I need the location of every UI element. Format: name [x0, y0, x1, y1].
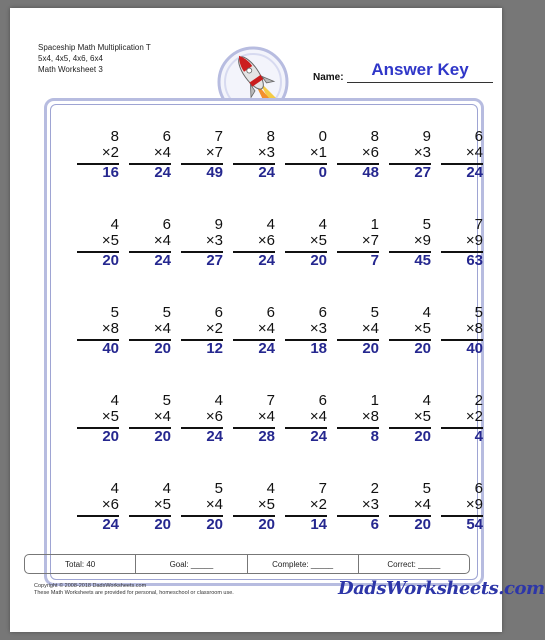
- multiplier: ×8: [361, 408, 379, 425]
- multiplicand: 4: [266, 480, 275, 497]
- multiplier: ×4: [257, 320, 275, 337]
- multiplicand: 5: [370, 304, 379, 321]
- multiplier: ×4: [465, 144, 483, 161]
- answer-key-field: Answer Key: [347, 60, 493, 83]
- multiplicand: 9: [422, 128, 431, 145]
- multiplicand: 5: [422, 480, 431, 497]
- problem-card: [75, 217, 119, 277]
- answer-value: 45: [414, 252, 431, 269]
- multiplicand: 5: [214, 480, 223, 497]
- multiplier: ×1: [309, 144, 327, 161]
- multiplicand: 7: [474, 216, 483, 233]
- total-box: Total: 40: [25, 555, 136, 573]
- problem-card: [283, 481, 327, 541]
- answer-value: 7: [370, 252, 379, 269]
- multiplicand: 4: [110, 392, 119, 409]
- problem-card: [127, 481, 171, 541]
- answer-value: 48: [362, 164, 379, 181]
- problem-card: [231, 217, 275, 277]
- multiplier: ×5: [153, 496, 171, 513]
- problem-card: [231, 305, 275, 365]
- copyright-line-2: These Math Worksheets are provided for personal, homeschool or classroom use.: [34, 590, 234, 596]
- name-label: Name:: [313, 72, 344, 83]
- multiplicand: 4: [422, 304, 431, 321]
- problem-card: [387, 481, 431, 541]
- multiplier: ×4: [153, 144, 171, 161]
- problem-card: [75, 129, 119, 189]
- answer-value: 27: [206, 252, 223, 269]
- title-line-1: Spaceship Math Multiplication T: [38, 43, 151, 52]
- answer-value: 20: [102, 428, 119, 445]
- multiplier: ×5: [101, 232, 119, 249]
- problem-card: [387, 217, 431, 277]
- multiplicand: 2: [370, 480, 379, 497]
- problem-card: [387, 393, 431, 453]
- problem-card: [179, 481, 223, 541]
- multiplicand: 6: [162, 216, 171, 233]
- multiplicand: 8: [110, 128, 119, 145]
- multiplicand: 7: [266, 392, 275, 409]
- multiplier: ×4: [153, 408, 171, 425]
- problem-frame: [44, 98, 484, 586]
- multiplier: ×5: [413, 320, 431, 337]
- problem-card: [283, 217, 327, 277]
- multiplicand: 8: [370, 128, 379, 145]
- answer-value: 24: [154, 252, 171, 269]
- answer-value: 27: [414, 164, 431, 181]
- multiplicand: 6: [474, 480, 483, 497]
- multiplier: ×3: [205, 232, 223, 249]
- problem-card: [335, 305, 379, 365]
- multiplicand: 9: [214, 216, 223, 233]
- problem-card: [283, 393, 327, 453]
- multiplicand: 1: [370, 392, 379, 409]
- answer-value: 20: [154, 516, 171, 533]
- complete-box: Complete: _____: [248, 555, 359, 573]
- multiplier: ×7: [205, 144, 223, 161]
- answer-value: 8: [370, 428, 379, 445]
- multiplicand: 6: [318, 392, 327, 409]
- problem-card: [231, 393, 275, 453]
- title-line-3: Math Worksheet 3: [38, 65, 103, 74]
- answer-value: 20: [102, 252, 119, 269]
- answer-value: 40: [466, 340, 483, 357]
- answer-value: 20: [414, 340, 431, 357]
- multiplicand: 2: [474, 392, 483, 409]
- multiplicand: 8: [266, 128, 275, 145]
- multiplicand: 4: [266, 216, 275, 233]
- multiplier: ×2: [309, 496, 327, 513]
- multiplier: ×4: [153, 320, 171, 337]
- multiplier: ×4: [257, 408, 275, 425]
- answer-value: 40: [102, 340, 119, 357]
- multiplier: ×3: [413, 144, 431, 161]
- multiplicand: 5: [162, 392, 171, 409]
- multiplicand: 4: [318, 216, 327, 233]
- multiplier: ×5: [101, 408, 119, 425]
- problem-card: [231, 129, 275, 189]
- multiplicand: 5: [474, 304, 483, 321]
- answer-value: 24: [206, 428, 223, 445]
- answer-value: 20: [414, 428, 431, 445]
- problem-card: [127, 217, 171, 277]
- multiplicand: 1: [370, 216, 379, 233]
- problem-card: [335, 481, 379, 541]
- answer-value: 63: [466, 252, 483, 269]
- problem-card: [231, 481, 275, 541]
- problem-card: [439, 129, 483, 189]
- answer-value: 20: [258, 516, 275, 533]
- multiplicand: 6: [318, 304, 327, 321]
- multiplicand: 5: [422, 216, 431, 233]
- multiplier: ×2: [101, 144, 119, 161]
- answer-value: 24: [102, 516, 119, 533]
- answer-value: 6: [370, 516, 379, 533]
- problem-card: [75, 305, 119, 365]
- problem-card: [75, 393, 119, 453]
- title-line-2: 5x4, 4x5, 4x6, 6x4: [38, 54, 103, 63]
- problem-card: [127, 393, 171, 453]
- answer-value: 20: [154, 428, 171, 445]
- problem-card: [75, 481, 119, 541]
- multiplier: ×4: [361, 320, 379, 337]
- answer-value: 20: [362, 340, 379, 357]
- problem-card: [179, 305, 223, 365]
- copyright-text: [34, 583, 234, 597]
- multiplicand: 5: [110, 304, 119, 321]
- worksheet-page: [10, 8, 545, 632]
- score-footer: [24, 554, 470, 574]
- problem-card: [387, 305, 431, 365]
- problem-card: [387, 129, 431, 189]
- problem-card: [335, 129, 379, 189]
- problem-card: [439, 393, 483, 453]
- multiplier: ×9: [465, 496, 483, 513]
- answer-value: 54: [466, 516, 483, 533]
- multiplier: ×2: [465, 408, 483, 425]
- multiplicand: 0: [318, 128, 327, 145]
- multiplier: ×5: [413, 408, 431, 425]
- multiplicand: 4: [162, 480, 171, 497]
- dadsworksheets-logo: DadsWorksheets.com: [338, 578, 545, 599]
- answer-value: 0: [318, 164, 327, 181]
- multiplier: ×5: [309, 232, 327, 249]
- answer-value: 24: [310, 428, 327, 445]
- answer-value: 16: [102, 164, 119, 181]
- multiplicand: 6: [266, 304, 275, 321]
- answer-value: 4: [474, 428, 483, 445]
- multiplicand: 5: [162, 304, 171, 321]
- multiplicand: 6: [474, 128, 483, 145]
- multiplier: ×3: [309, 320, 327, 337]
- answer-value: 28: [258, 428, 275, 445]
- answer-value: 24: [258, 340, 275, 357]
- answer-value: 49: [206, 164, 223, 181]
- multiplier: ×9: [413, 232, 431, 249]
- multiplier: ×5: [257, 496, 275, 513]
- answer-value: 18: [310, 340, 327, 357]
- multiplier: ×6: [361, 144, 379, 161]
- answer-value: 20: [154, 340, 171, 357]
- answer-value: 12: [206, 340, 223, 357]
- multiplier: ×6: [205, 408, 223, 425]
- multiplier: ×4: [413, 496, 431, 513]
- multiplier: ×8: [101, 320, 119, 337]
- multiplicand: 4: [110, 216, 119, 233]
- answer-value: 20: [206, 516, 223, 533]
- problem-card: [439, 305, 483, 365]
- correct-box: Correct: _____: [387, 559, 441, 569]
- multiplier: ×8: [465, 320, 483, 337]
- answer-value: 24: [258, 164, 275, 181]
- multiplicand: 6: [162, 128, 171, 145]
- problem-card: [127, 129, 171, 189]
- multiplier: ×6: [257, 232, 275, 249]
- multiplier: ×3: [257, 144, 275, 161]
- answer-value: 14: [310, 516, 327, 533]
- multiplier: ×3: [361, 496, 379, 513]
- multiplicand: 6: [214, 304, 223, 321]
- multiplier: ×4: [153, 232, 171, 249]
- multiplicand: 4: [422, 392, 431, 409]
- goal-box: Goal: _____: [136, 555, 247, 573]
- problem-card: [179, 217, 223, 277]
- multiplier: ×4: [309, 408, 327, 425]
- problem-card: [283, 305, 327, 365]
- answer-value: 24: [258, 252, 275, 269]
- multiplicand: 4: [110, 480, 119, 497]
- multiplier: ×6: [101, 496, 119, 513]
- multiplier: ×2: [205, 320, 223, 337]
- problem-card: [179, 129, 223, 189]
- problem-card: [439, 217, 483, 277]
- answer-value: 20: [310, 252, 327, 269]
- answer-value: 24: [466, 164, 483, 181]
- multiplier: ×4: [205, 496, 223, 513]
- problem-card: [127, 305, 171, 365]
- multiplicand: 7: [318, 480, 327, 497]
- answer-value: 20: [414, 516, 431, 533]
- problem-card: [335, 217, 379, 277]
- worksheet-title: [38, 42, 151, 75]
- problem-card: [283, 129, 327, 189]
- copyright-line-1: Copyright © 2008-2018 DadsWorksheets.com: [34, 583, 147, 589]
- problem-card: [179, 393, 223, 453]
- problem-card: [439, 481, 483, 541]
- problem-card: [335, 393, 379, 453]
- multiplier: ×7: [361, 232, 379, 249]
- multiplier: ×9: [465, 232, 483, 249]
- answer-value: 24: [154, 164, 171, 181]
- multiplicand: 4: [214, 392, 223, 409]
- multiplicand: 7: [214, 128, 223, 145]
